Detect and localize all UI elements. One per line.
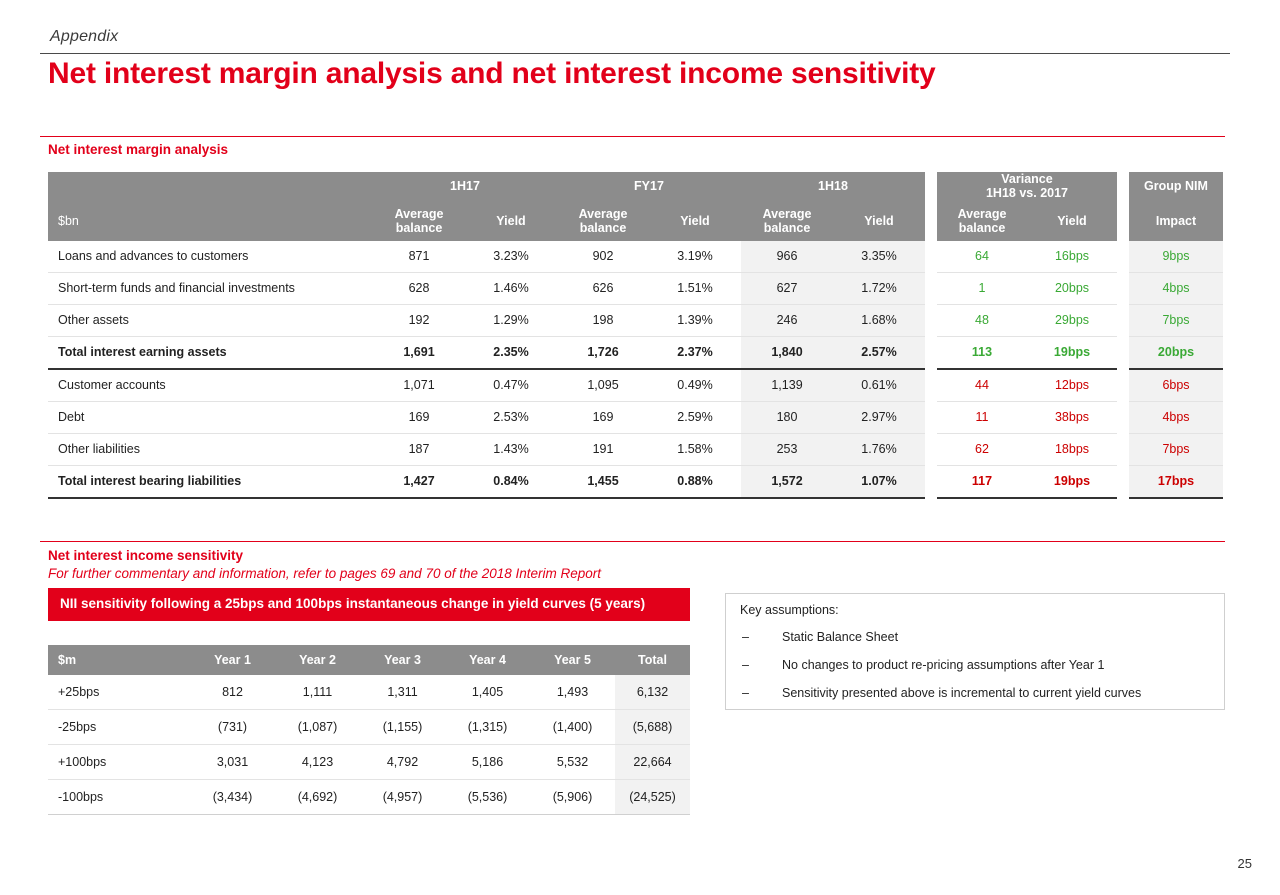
sens-value: (5,906) xyxy=(530,780,615,815)
sens-unit-label: $m xyxy=(48,645,190,675)
sens-value: 4,123 xyxy=(275,745,360,780)
nim-fy17-avg-balance: 169 xyxy=(557,401,649,433)
nim-group-nim-header: Group NIM xyxy=(1129,172,1223,201)
nim-variance-yield: 16bps xyxy=(1027,241,1117,273)
nii-section-heading: Net interest income sensitivity xyxy=(48,548,244,563)
sens-value: (3,434) xyxy=(190,780,275,815)
column-spacer xyxy=(925,304,937,336)
header-divider xyxy=(40,53,1230,54)
column-spacer xyxy=(925,272,937,304)
table-row xyxy=(48,241,1223,273)
nim-1h17-yield: 2.53% xyxy=(465,401,557,433)
nim-1h17-avg-balance: 871 xyxy=(373,241,465,273)
nii-section-divider xyxy=(40,541,1225,542)
nim-1h18-avg-balance: 1,840 xyxy=(741,336,833,369)
appendix-eyebrow: Appendix xyxy=(50,28,119,45)
page-title: Net interest margin analysis and net interest income sensitivity xyxy=(48,57,936,90)
nim-1h18-avg-balance: 253 xyxy=(741,433,833,465)
column-spacer xyxy=(1117,304,1129,336)
nim-1h17-yield: 1.29% xyxy=(465,304,557,336)
nim-fy17-avg-balance: 1,726 xyxy=(557,336,649,369)
nim-1h18-yield: 1.07% xyxy=(833,465,925,498)
nim-unit-label: $bn xyxy=(48,201,373,241)
column-spacer xyxy=(1117,241,1129,273)
nim-variance-avg-balance: 113 xyxy=(937,336,1027,369)
nim-1h18-avg-balance: 966 xyxy=(741,241,833,273)
sens-value: 1,111 xyxy=(275,675,360,710)
nim-1h18-yield: 1.76% xyxy=(833,433,925,465)
column-spacer xyxy=(1117,465,1129,498)
table-row xyxy=(48,401,1223,433)
nim-1h18-avg-balance: 180 xyxy=(741,401,833,433)
sens-col-header: Year 2 xyxy=(275,645,360,675)
nim-fy17-avg-balance: 1,095 xyxy=(557,369,649,402)
nim-row-label: Debt xyxy=(48,401,373,433)
sens-value: (1,400) xyxy=(530,710,615,745)
sens-col-header: Year 1 xyxy=(190,645,275,675)
key-assumption-item-3: Sensitivity presented above is incremental to current yield curves xyxy=(782,686,1142,700)
column-spacer xyxy=(1117,433,1129,465)
nim-1h17-avg-balance: 1,691 xyxy=(373,336,465,369)
nim-variance-yield: 29bps xyxy=(1027,304,1117,336)
nim-yield-header: Yield xyxy=(649,201,741,241)
column-spacer xyxy=(925,433,937,465)
nim-1h17-avg-balance: 628 xyxy=(373,272,465,304)
nim-period-group-FY17: FY17 xyxy=(557,172,741,201)
nim-fy17-yield: 1.58% xyxy=(649,433,741,465)
sens-col-header: Year 5 xyxy=(530,645,615,675)
sens-value: 5,186 xyxy=(445,745,530,780)
nim-row-label: Customer accounts xyxy=(48,369,373,402)
nim-group-nim-impact: 7bps xyxy=(1129,433,1223,465)
nim-section-heading: Net interest margin analysis xyxy=(48,142,229,157)
nim-1h17-yield: 1.43% xyxy=(465,433,557,465)
nim-header-row-periods xyxy=(48,172,1223,201)
sens-col-header: Year 4 xyxy=(445,645,530,675)
nim-yield-header: Yield xyxy=(465,201,557,241)
sens-value: 1,493 xyxy=(530,675,615,710)
nim-1h18-avg-balance: 627 xyxy=(741,272,833,304)
nim-1h18-yield: 2.97% xyxy=(833,401,925,433)
nim-fy17-yield: 0.88% xyxy=(649,465,741,498)
nim-1h17-yield: 0.47% xyxy=(465,369,557,402)
nim-1h17-avg-balance: 1,071 xyxy=(373,369,465,402)
nim-fy17-avg-balance: 198 xyxy=(557,304,649,336)
nii-section-subheading: For further commentary and information, refer to pages 69 and 70 of the 2018 Interim Report xyxy=(48,566,602,581)
sens-col-header: Year 3 xyxy=(360,645,445,675)
sens-value: (1,155) xyxy=(360,710,445,745)
nim-avg-balance-header: Average balance xyxy=(557,201,649,241)
table-row xyxy=(48,675,690,710)
nim-1h18-avg-balance: 246 xyxy=(741,304,833,336)
nim-variance-yield: 20bps xyxy=(1027,272,1117,304)
column-spacer xyxy=(1117,336,1129,369)
column-spacer xyxy=(925,201,937,241)
nim-fy17-avg-balance: 1,455 xyxy=(557,465,649,498)
nim-group-nim-impact: 20bps xyxy=(1129,336,1223,369)
nim-1h18-yield: 2.57% xyxy=(833,336,925,369)
nim-fy17-avg-balance: 902 xyxy=(557,241,649,273)
sens-col-header: Total xyxy=(615,645,690,675)
table-row xyxy=(48,745,690,780)
nim-row-label: Other assets xyxy=(48,304,373,336)
sens-value: 3,031 xyxy=(190,745,275,780)
sens-row-label: -100bps xyxy=(48,780,190,815)
nim-variance-avg-balance-header: Average balance xyxy=(937,201,1027,241)
nim-1h17-yield: 0.84% xyxy=(465,465,557,498)
nim-group-nim-impact: 9bps xyxy=(1129,241,1223,273)
column-spacer xyxy=(1117,201,1129,241)
key-assumption-item-1: Static Balance Sheet xyxy=(782,630,899,644)
nim-row-label: Other liabilities xyxy=(48,433,373,465)
table-row xyxy=(48,272,1223,304)
sens-row-label: +25bps xyxy=(48,675,190,710)
nim-fy17-avg-balance: 626 xyxy=(557,272,649,304)
nii-sensitivity-table xyxy=(48,645,690,815)
nim-row-label: Loans and advances to customers xyxy=(48,241,373,273)
nim-variance-yield: 19bps xyxy=(1027,336,1117,369)
sens-total: 22,664 xyxy=(615,745,690,780)
nim-variance-yield: 12bps xyxy=(1027,369,1117,402)
nim-1h17-yield: 1.46% xyxy=(465,272,557,304)
column-spacer xyxy=(1117,172,1129,201)
column-spacer xyxy=(925,401,937,433)
column-spacer xyxy=(925,172,937,201)
sens-value: 1,311 xyxy=(360,675,445,710)
nim-1h18-yield: 0.61% xyxy=(833,369,925,402)
sens-total: (5,688) xyxy=(615,710,690,745)
nim-variance-yield: 18bps xyxy=(1027,433,1117,465)
nim-header-corner xyxy=(48,172,373,201)
nim-group-nim-impact: 4bps xyxy=(1129,272,1223,304)
nim-group-nim-impact-header: Impact xyxy=(1129,201,1223,241)
nim-variance-group-header: Variance 1H18 vs. 2017 xyxy=(937,172,1117,201)
bullet-dash-icon-1: – xyxy=(742,630,749,644)
sens-value: 4,792 xyxy=(360,745,445,780)
nim-1h17-avg-balance: 1,427 xyxy=(373,465,465,498)
sens-value: (1,315) xyxy=(445,710,530,745)
column-spacer xyxy=(1117,401,1129,433)
table-row xyxy=(48,780,690,815)
bullet-dash-icon-2: – xyxy=(742,658,749,672)
sens-value: (731) xyxy=(190,710,275,745)
sens-value: 1,405 xyxy=(445,675,530,710)
nim-variance-yield: 38bps xyxy=(1027,401,1117,433)
sens-value: (4,957) xyxy=(360,780,445,815)
nim-group-nim-impact: 17bps xyxy=(1129,465,1223,498)
nim-yield-header: Yield xyxy=(833,201,925,241)
nim-group-nim-impact: 7bps xyxy=(1129,304,1223,336)
sens-row-label: -25bps xyxy=(48,710,190,745)
table-row xyxy=(48,710,690,745)
bullet-dash-icon-3: – xyxy=(742,686,749,700)
nim-variance-avg-balance: 62 xyxy=(937,433,1027,465)
nim-fy17-yield: 2.37% xyxy=(649,336,741,369)
table-row xyxy=(48,369,1223,402)
column-spacer xyxy=(925,336,937,369)
nim-fy17-yield: 2.59% xyxy=(649,401,741,433)
nim-group-nim-impact: 4bps xyxy=(1129,401,1223,433)
nim-section-divider xyxy=(40,136,1225,137)
key-assumption-item-2: No changes to product re-pricing assumptions after Year 1 xyxy=(782,658,1105,672)
sens-total: 6,132 xyxy=(615,675,690,710)
nim-1h17-yield: 2.35% xyxy=(465,336,557,369)
nim-avg-balance-header: Average balance xyxy=(373,201,465,241)
table-row xyxy=(48,433,1223,465)
column-spacer xyxy=(1117,369,1129,402)
column-spacer xyxy=(925,241,937,273)
sens-value: (5,536) xyxy=(445,780,530,815)
nim-group-nim-impact: 6bps xyxy=(1129,369,1223,402)
nim-1h17-avg-balance: 169 xyxy=(373,401,465,433)
nim-variance-avg-balance: 11 xyxy=(937,401,1027,433)
nim-1h17-avg-balance: 192 xyxy=(373,304,465,336)
nim-fy17-yield: 1.51% xyxy=(649,272,741,304)
nim-variance-avg-balance: 48 xyxy=(937,304,1027,336)
nim-variance-yield: 19bps xyxy=(1027,465,1117,498)
nim-1h17-yield: 3.23% xyxy=(465,241,557,273)
nim-fy17-yield: 0.49% xyxy=(649,369,741,402)
table-row xyxy=(48,304,1223,336)
nim-1h18-yield: 1.72% xyxy=(833,272,925,304)
nim-variance-yield-header: Yield xyxy=(1027,201,1117,241)
table-row xyxy=(48,465,1223,498)
sens-value: 5,532 xyxy=(530,745,615,780)
column-spacer xyxy=(1117,272,1129,304)
nim-1h18-avg-balance: 1,139 xyxy=(741,369,833,402)
sens-value: (4,692) xyxy=(275,780,360,815)
nim-header-row-metrics xyxy=(48,201,1223,241)
nim-row-label: Total interest bearing liabilities xyxy=(48,465,373,498)
nim-1h18-avg-balance: 1,572 xyxy=(741,465,833,498)
key-assumptions-title: Key assumptions: xyxy=(740,603,839,617)
sens-header-row xyxy=(48,645,690,675)
nim-fy17-yield: 3.19% xyxy=(649,241,741,273)
column-spacer xyxy=(925,369,937,402)
nim-variance-avg-balance: 64 xyxy=(937,241,1027,273)
nim-row-label: Total interest earning assets xyxy=(48,336,373,369)
nim-variance-avg-balance: 117 xyxy=(937,465,1027,498)
sens-value: 812 xyxy=(190,675,275,710)
sens-row-label: +100bps xyxy=(48,745,190,780)
nim-avg-balance-header: Average balance xyxy=(741,201,833,241)
nim-fy17-avg-balance: 191 xyxy=(557,433,649,465)
table-row xyxy=(48,336,1223,369)
nim-fy17-yield: 1.39% xyxy=(649,304,741,336)
sens-total: (24,525) xyxy=(615,780,690,815)
page-number: 25 xyxy=(1237,856,1252,871)
nim-period-group-1H18: 1H18 xyxy=(741,172,925,201)
column-spacer xyxy=(925,465,937,498)
nii-sensitivity-banner: NII sensitivity following a 25bps and 100bps instantaneous change in yield curves (5 years) xyxy=(48,588,690,621)
nim-variance-avg-balance: 44 xyxy=(937,369,1027,402)
nim-1h18-yield: 3.35% xyxy=(833,241,925,273)
nim-1h17-avg-balance: 187 xyxy=(373,433,465,465)
nim-row-label: Short-term funds and financial investments xyxy=(48,272,373,304)
nim-period-group-1H17: 1H17 xyxy=(373,172,557,201)
nim-variance-avg-balance: 1 xyxy=(937,272,1027,304)
sens-value: (1,087) xyxy=(275,710,360,745)
nim-1h18-yield: 1.68% xyxy=(833,304,925,336)
net-interest-margin-table xyxy=(48,172,1223,499)
